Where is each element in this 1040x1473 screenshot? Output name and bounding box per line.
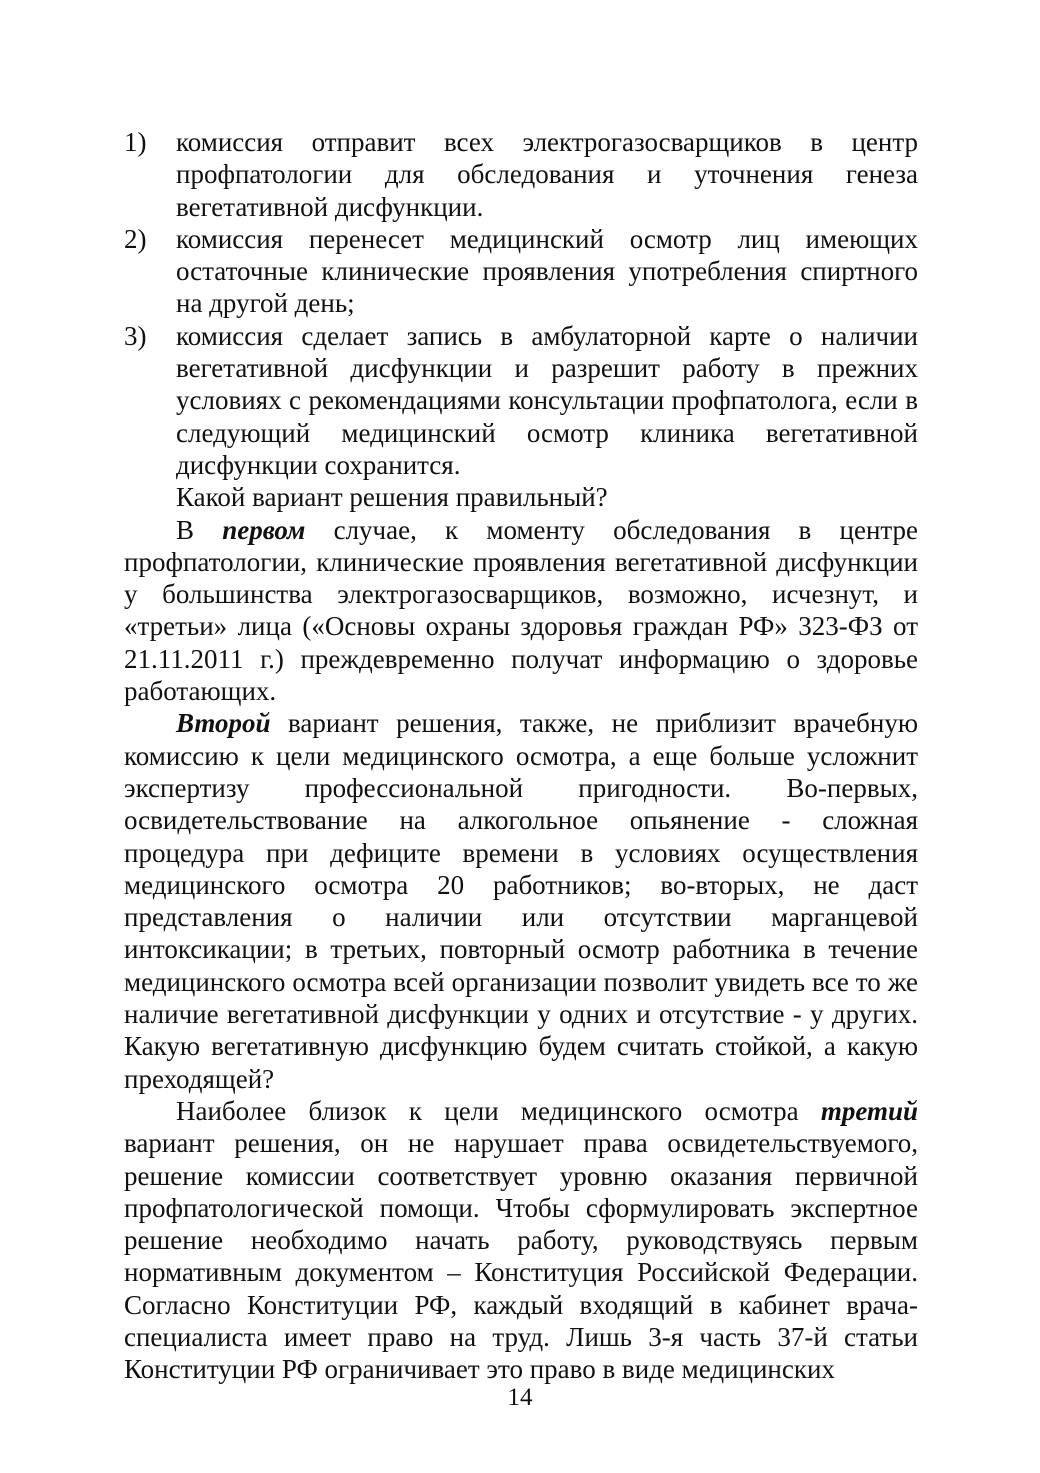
paragraph-third-variant — [124, 1095, 918, 1386]
list-text: комиссия сделает запись в амбулаторной карте о наличии вегетативной дисфункции и разрешит работу в прежних условиях с рекомендациями консультации профпатолога, если в следующий медицинский осмотр клиника вегетативной дисфункции сохранится. — [176, 320, 918, 480]
list-item-1 — [124, 126, 918, 223]
list-number: 3) — [124, 320, 147, 351]
list-number: 1) — [124, 127, 147, 157]
emphasis-first: первом — [222, 514, 306, 545]
list-text: комиссия отправит всех электрогазосварщиков в центр профпатологии для обследования и уточнения генеза вегетативной дисфункции. — [176, 127, 918, 222]
paragraph-text: случае, к моменту обследования в центре профпатологии, клинические проявления вегетативной дисфункции у большинства электрогазосварщиков, возможно, исчезнут, и «третьи» лица («Основы охраны здоровья граждан РФ» 323-ФЗ от 21.11.2011 г.) преждевременно получат информацию о здоровье работающих. — [124, 514, 919, 707]
paragraph-text: вариант решения, также, не приблизит врачебную комиссию к цели медицинского осмотра, а еще больше усложнит экспертизу профессиональной пригодности. Во-первых, освидетельствование на алкогольное опьянение - сложная процедура при дефиците времени в условиях осуществления медицинского осмотра 20 работников; во-вторых, не даст представления о наличии или отсутствии марганцевой интоксикации; в третьих, повторный осмотр работника в течение медицинского осмотра всей организации позволит увидеть все то же наличие вегетативной дисфункции у одних и отсутствие - у других. Какую вегетативную дисфункцию будем считать стойкой, а какую преходящей? — [124, 708, 918, 1094]
paragraph-second-variant — [124, 707, 918, 1095]
question-line: Какой вариант решения правильный? — [176, 482, 608, 513]
list-number: 2) — [124, 223, 147, 254]
list-text: комиссия перенесет медицинский осмотр лиц имеющих остаточные клинические проявления употребления спиртного на другой день; — [176, 223, 918, 319]
list-item-2 — [124, 223, 918, 320]
page-body — [124, 126, 918, 1386]
list-item-3 — [124, 320, 918, 481]
emphasis-second: Второй — [176, 708, 271, 739]
paragraph-text: В — [176, 514, 223, 545]
paragraph-text: Наиболее близок к цели медицинского осмотра — [176, 1095, 821, 1126]
page-number: 14 — [507, 1384, 533, 1411]
paragraph-first-variant — [124, 514, 918, 708]
emphasis-third: третий — [820, 1095, 918, 1126]
paragraph-text: вариант решения, он не нарушает права освидетельствуемого, решение комиссии соответствует уровню оказания первичной профпатологической помощи. Чтобы сформулировать экспертное решение необходимо начать работу, руководствуясь первым нормативным документом – Конституция Российской Федерации. Согласно Конституции РФ, каждый входящий в кабинет врача-специалиста имеет право на труд. Лишь 3-я часть 37-й статьи Конституции РФ ограничивает это право в виде медицинских — [124, 1128, 918, 1385]
